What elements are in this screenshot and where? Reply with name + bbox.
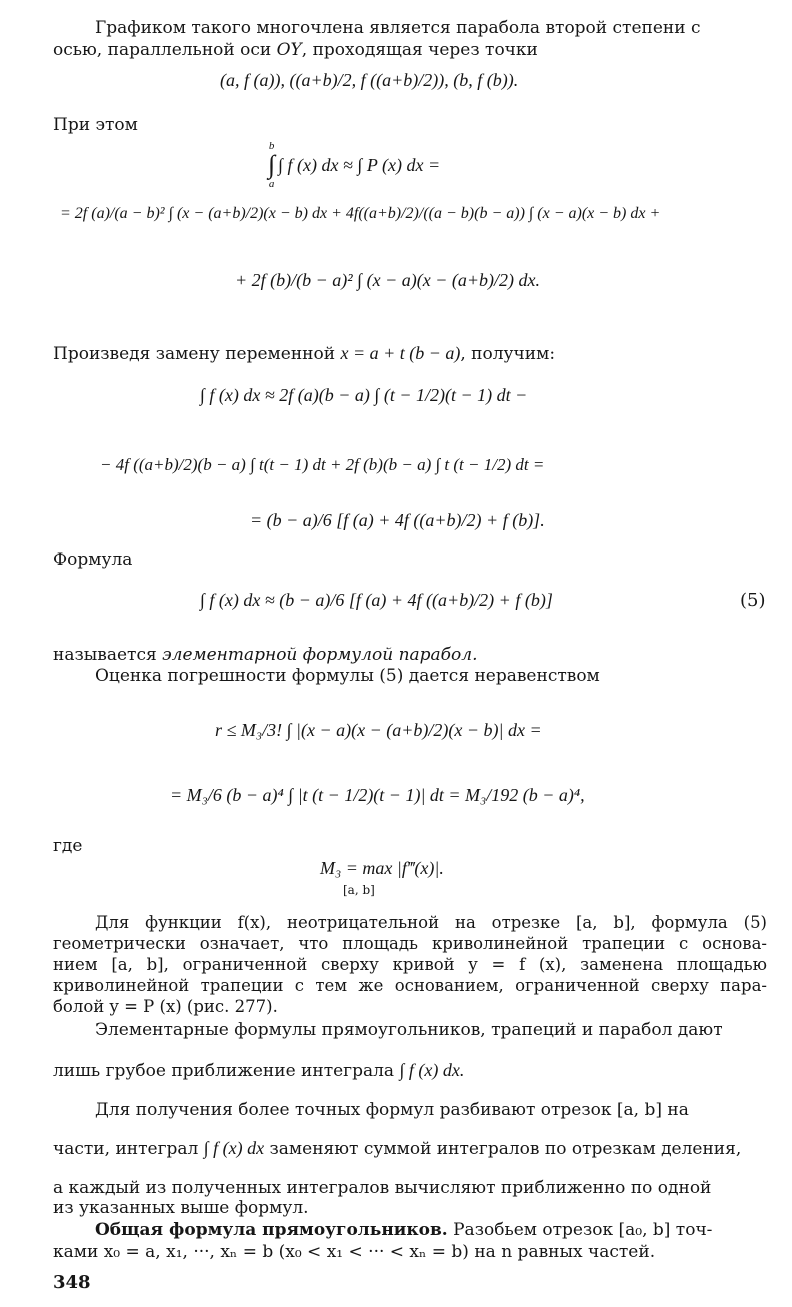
gde: где	[53, 836, 83, 856]
eq2-line-3: = (b − a)/6 [f (a) + 4f ((a+b)/2) + f (b)].	[250, 510, 545, 530]
points-formula: (a, f (a)), ((a+b)/2, f ((a+b)/2)), (b, f (b)).	[220, 70, 519, 90]
ocenka-text: Оценка погрешности формулы (5) дается неравенством	[95, 666, 600, 686]
eq2-line-2: − 4f ((a+b)/2)(b − a) ∫ t(t − 1) dt + 2f (b)(b − a) ∫ t (t − 1/2) dt =	[100, 455, 545, 474]
paragraph-geometric: Для функции f(x), неотрицательной на отрезке [a, b], формула (5) геометрически означает, что площадь криволинейной трапеции с основа- нием [a, b], ограниченной сверху кривой y = f (x), заменена площадью криволинейной трапеции с тем же основанием, ограниченной сверху пара- болой y = P (x) (рис. 277).	[53, 913, 767, 1016]
eq7-sub: [a, b]	[343, 883, 375, 897]
zamena-text: Произведя замену переменной x = a + t (b − a), получим:	[53, 343, 556, 364]
eq7-m3: M₃ = max |f‴(x)|.	[320, 858, 444, 878]
eq1-line-2: = 2f (a)/(a − b)² ∫ (x − (a+b)/2)(x − b) dx + 4f((a+b)/2)/((a − b)(b − a)) ∫ (x − a)(x − b) dx +	[60, 205, 661, 222]
paragraph-rectangles-line-1: Общая формула прямоугольников. Разобьем отрезок [a₀, b] точ-	[95, 1220, 713, 1240]
nazyvaetsya: называется элементарной формулой парабол.	[53, 645, 478, 665]
paragraph-precise-line-3: а каждый из полученных интегралов вычисляют приближенно по одной	[53, 1178, 712, 1198]
formula-5: ∫ f (x) dx ≈ (b − a)/6 [f (a) + 4f ((a+b)/2) + f (b)]	[200, 590, 553, 610]
paragraph-crude-line-1: Элементарные формулы прямоугольников, трапеций и парабол дают	[95, 1020, 723, 1040]
eq6-line-2: = M₃/6 (b − a)⁴ ∫ |t (t − 1/2)(t − 1)| dt = M₃/192 (b − a)⁴,	[170, 785, 585, 805]
paragraph-precise-line-1: Для получения более точных формул разбивают отрезок [a, b] на	[95, 1100, 689, 1120]
formula-label: Формула	[53, 550, 133, 570]
eq2-line-1: ∫ f (x) dx ≈ 2f (a)(b − a) ∫ (t − 1/2)(t − 1) dt −	[200, 385, 528, 405]
intro-line-2: осью, параллельной оси OY, проходящая через точки	[53, 40, 538, 60]
eq6-line-1: r ≤ M₃/3! ∫ |(x − a)(x − (a+b)/2)(x − b)| dx =	[215, 720, 542, 740]
eq1-line-3: + 2f (b)/(b − a)² ∫ (x − a)(x − (a+b)/2) dx.	[235, 270, 540, 290]
page-number: 348	[53, 1272, 91, 1293]
paragraph-crude-line-2: лишь грубое приближение интеграла ∫ f (x) dx.	[53, 1060, 465, 1081]
paragraph-precise-line-4: из указанных выше формул.	[53, 1198, 309, 1218]
paragraph-rectangles-line-2: ками x₀ = a, x₁, ···, xₙ = b (x₀ < x₁ < ··· < xₙ = b) на n равных частей.	[53, 1242, 656, 1262]
pri-etom: При этом	[53, 115, 138, 135]
equation-number-5: (5)	[740, 590, 766, 611]
intro-line-1: Графиком такого многочлена является парабола второй степени с	[95, 18, 701, 38]
eq1-line-1: b ∫ a ∫ f (x) dx ≈ ∫ P (x) dx =	[268, 140, 441, 190]
paragraph-precise-line-2: части, интеграл ∫ f (x) dx заменяют суммой интегралов по отрезкам деления,	[53, 1138, 742, 1159]
